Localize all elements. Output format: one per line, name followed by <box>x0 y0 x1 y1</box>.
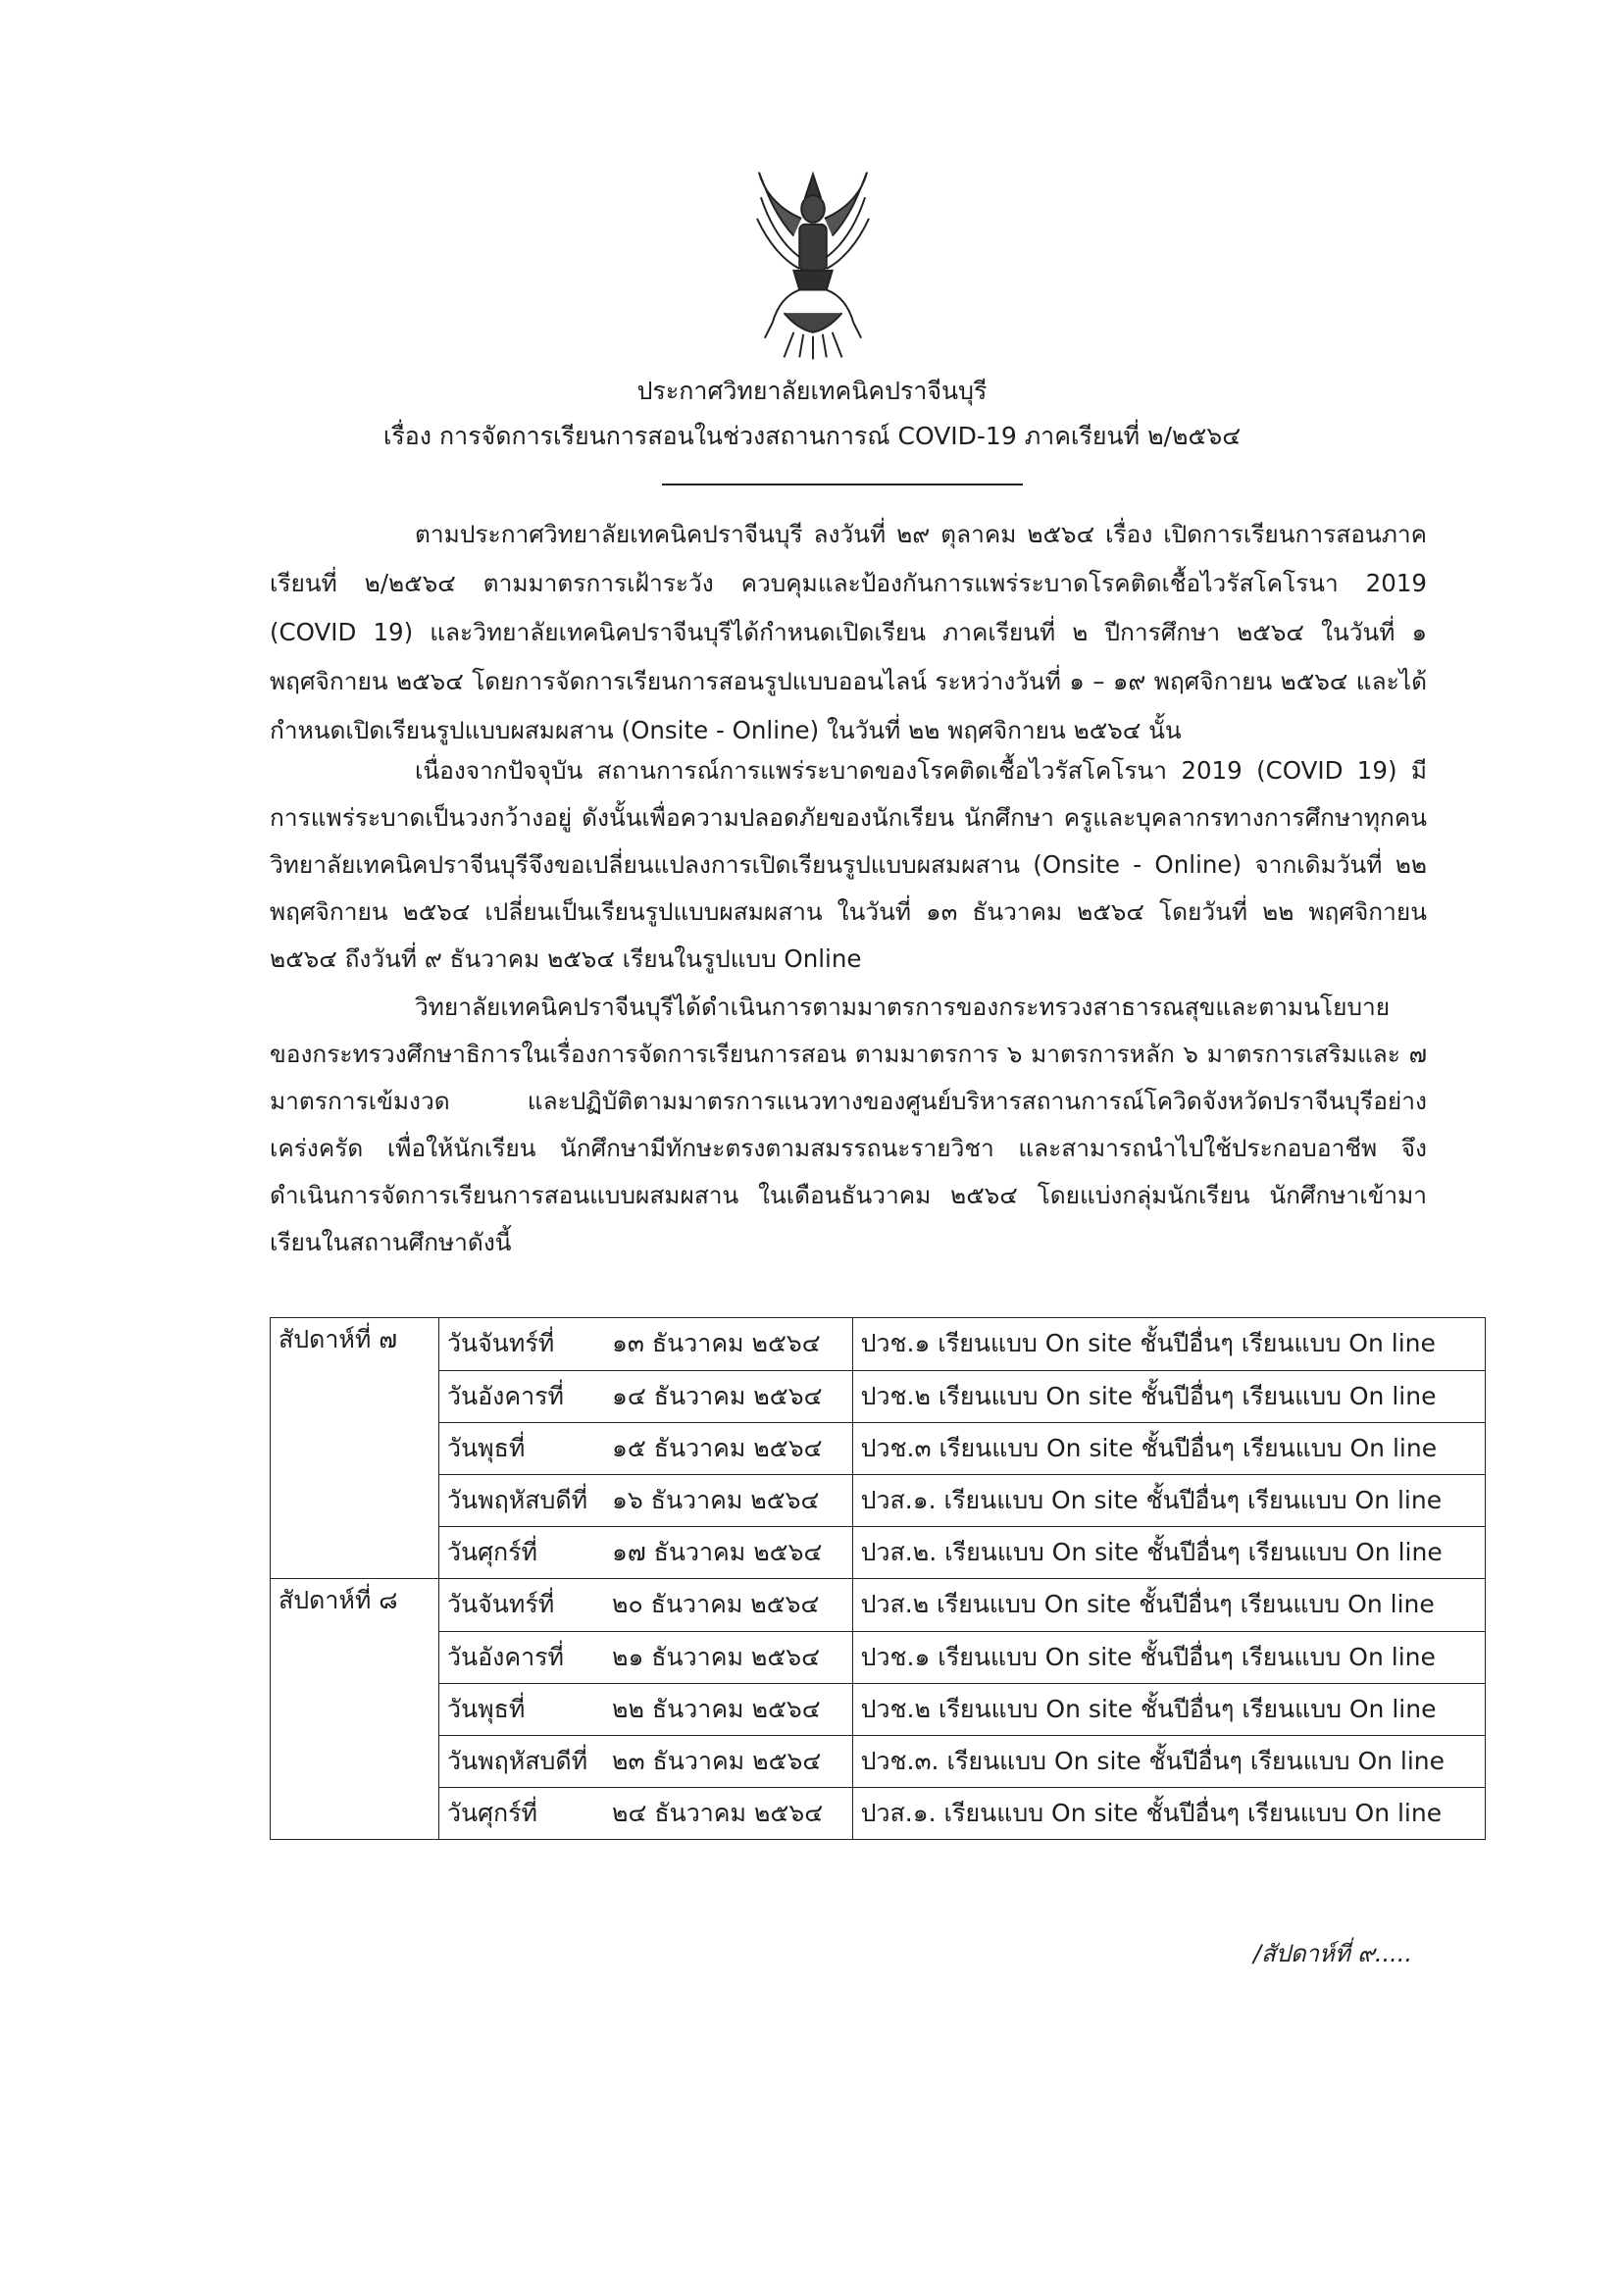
schedule-table <box>270 1317 1486 1840</box>
date-cell <box>439 1318 853 1371</box>
date-cell <box>439 1683 853 1735</box>
detail-cell: ปวส.๒ เรียนแบบ On site ชั้นปีอื่นๆ เรียนแบบ On line <box>852 1579 1485 1632</box>
table-row <box>271 1631 1486 1683</box>
date-cell <box>439 1370 853 1422</box>
date-cell <box>439 1526 853 1579</box>
day-name: วันศุกร์ที่ <box>447 1798 538 1827</box>
paragraph-1 <box>270 510 1427 755</box>
date-value: ๑๗ ธันวาคม ๒๕๖๔ <box>612 1537 823 1566</box>
day-name: วันอังคารที่ <box>447 1642 565 1671</box>
week-cell <box>271 1474 439 1526</box>
detail-cell: ปวส.๑. เรียนแบบ On site ชั้นปีอื่นๆ เรียนแบบ On line <box>852 1787 1485 1840</box>
table-row <box>271 1683 1486 1735</box>
date-value: ๒๔ ธันวาคม ๒๕๖๔ <box>612 1798 824 1827</box>
week-cell: สัปดาห์ที่ ๗ <box>271 1318 439 1371</box>
title-underline <box>662 484 1023 485</box>
detail-cell: ปวช.๑ เรียนแบบ On site ชั้นปีอื่นๆ เรียนแบบ On line <box>852 1318 1485 1371</box>
week-cell <box>271 1735 439 1787</box>
detail-cell: ปวช.๑ เรียนแบบ On site ชั้นปีอื่นๆ เรียนแบบ On line <box>852 1631 1485 1683</box>
table-row <box>271 1787 1486 1840</box>
day-name: วันจันทร์ที่ <box>447 1329 555 1358</box>
date-value: ๑๕ ธันวาคม ๒๕๖๔ <box>612 1433 823 1462</box>
date-value: ๑๓ ธันวาคม ๒๕๖๔ <box>612 1329 821 1358</box>
week-cell <box>271 1370 439 1422</box>
week-cell <box>271 1526 439 1579</box>
day-name: วันพฤหัสบดีที่ <box>447 1746 588 1775</box>
table-row <box>271 1474 1486 1526</box>
date-value: ๑๖ ธันวาคม ๒๕๖๔ <box>612 1485 820 1514</box>
paragraph-3 <box>270 984 1427 1266</box>
table-row <box>271 1735 1486 1787</box>
week-cell <box>271 1683 439 1735</box>
detail-cell: ปวส.๒. เรียนแบบ On site ชั้นปีอื่นๆ เรียนแบบ On line <box>852 1526 1485 1579</box>
paragraph-1-text: ตามประกาศวิทยาลัยเทคนิคปราจีนบุรี ลงวันที่ ๒๙ ตุลาคม ๒๕๖๔ เรื่อง เปิดการเรียนการสอนภาคเรียนที่ ๒/๒๕๖๔ ตามมาตรการเฝ้าระวัง ควบคุมและป้องกันการแพร่ระบาดโรคติดเชื้อไวรัสโคโรนา 2019 (COVID 19) และวิทยาลัยเทคนิคปราจีนบุรีได้กำหนดเปิดเรียน ภาคเรียนที่ ๒ ปีการศึกษา ๒๕๖๔ ในวันที่ ๑ พฤศจิกายน ๒๕๖๔ โดยการจัดการเรียนการสอนรูปแบบออนไลน์ ระหว่างวันที่ ๑ – ๑๙ พฤศจิกายน ๒๕๖๔ และได้กำหนดเปิดเรียนรูปแบบผสมผสาน (Onsite - Online) ในวันที่ ๒๒ พฤศจิกายน ๒๕๖๔ นั้น <box>270 520 1427 744</box>
week-cell: สัปดาห์ที่ ๘ <box>271 1579 439 1632</box>
next-page-marker: /สัปดาห์ที่ ๙..... <box>1253 1940 1413 1967</box>
table-row <box>271 1370 1486 1422</box>
date-value: ๑๔ ธันวาคม ๒๕๖๔ <box>612 1381 823 1410</box>
table-row <box>271 1318 1486 1371</box>
week-cell <box>271 1631 439 1683</box>
table-row <box>271 1422 1486 1474</box>
date-cell <box>439 1579 853 1632</box>
day-name: วันพุธที่ <box>447 1433 526 1462</box>
garuda-emblem-icon <box>755 167 871 363</box>
week-cell <box>271 1787 439 1840</box>
date-value: ๒๓ ธันวาคม ๒๕๖๔ <box>612 1746 822 1775</box>
detail-cell: ปวช.๓ เรียนแบบ On site ชั้นปีอื่นๆ เรียนแบบ On line <box>852 1422 1485 1474</box>
date-value: ๒๑ ธันวาคม ๒๕๖๔ <box>612 1642 821 1671</box>
day-name: วันพฤหัสบดีที่ <box>447 1485 588 1514</box>
detail-cell: ปวช.๓. เรียนแบบ On site ชั้นปีอื่นๆ เรียนแบบ On line <box>852 1735 1485 1787</box>
detail-cell: ปวช.๒ เรียนแบบ On site ชั้นปีอื่นๆ เรียนแบบ On line <box>852 1683 1485 1735</box>
detail-cell: ปวส.๑. เรียนแบบ On site ชั้นปีอื่นๆ เรียนแบบ On line <box>852 1474 1485 1526</box>
table-row <box>271 1526 1486 1579</box>
paragraph-3-text: วิทยาลัยเทคนิคปราจีนบุรีได้ดำเนินการตามมาตรการของกระทรวงสาธารณสุขและตามนโยบายของกระทรวงศึกษาธิการในเรื่องการจัดการเรียนการสอน ตามมาตรการ ๖ มาตรการหลัก ๖ มาตรการเสริมและ ๗ มาตรการเข้มงวด และปฏิบัติตามมาตรการแนวทางของศูนย์บริหารสถานการณ์โควิดจังหวัดปราจีนบุรีอย่างเคร่งครัด เพื่อให้นักเรียน นักศึกษามีทักษะตรงตามสมรรถนะรายวิชา และสามารถนำไปใช้ประกอบอาชีพ จึงดำเนินการจัดการเรียนการสอนแบบผสมผสาน ในเดือนธันวาคม ๒๕๖๔ โดยแบ่งกลุ่มนักเรียน นักศึกษาเข้ามาเรียนในสถานศึกษาดังนี้ <box>270 993 1427 1256</box>
date-cell <box>439 1631 853 1683</box>
day-name: วันอังคารที่ <box>447 1381 565 1410</box>
paragraph-2-text: เนื่องจากปัจจุบัน สถานการณ์การแพร่ระบาดของโรคติดเชื้อไวรัสโคโรนา 2019 (COVID 19) มีการแพร่ระบาดเป็นวงกว้างอยู่ ดังนั้นเพื่อความปลอดภัยของนักเรียน นักศึกษา ครูและบุคลากรทางการศึกษาทุกคน วิทยาลัยเทคนิคปราจีนบุรีจึงขอเปลี่ยนแปลงการเปิดเรียนรูปแบบผสมผสาน (Onsite - Online) จากเดิมวันที่ ๒๒ พฤศจิกายน ๒๕๖๔ เปลี่ยนเป็นเรียนรูปแบบผสมผสาน ในวันที่ ๑๓ ธันวาคม ๒๕๖๔ โดยวันที่ ๒๒ พฤศจิกายน ๒๕๖๔ ถึงวันที่ ๙ ธันวาคม ๒๕๖๔ เรียนในรูปแบบ Online <box>270 756 1427 973</box>
announcement-subject: เรื่อง การจัดการเรียนการสอนในช่วงสถานการณ์ COVID-19 ภาคเรียนที่ ๒/๒๕๖๔ <box>382 422 1242 450</box>
date-cell <box>439 1787 853 1840</box>
paragraph-2 <box>270 747 1427 983</box>
date-value: ๒๒ ธันวาคม ๒๕๖๔ <box>612 1694 821 1723</box>
table-row <box>271 1579 1486 1632</box>
day-name: วันจันทร์ที่ <box>447 1590 555 1619</box>
detail-cell: ปวช.๒ เรียนแบบ On site ชั้นปีอื่นๆ เรียนแบบ On line <box>852 1370 1485 1422</box>
date-value: ๒๐ ธันวาคม ๒๕๖๔ <box>612 1590 820 1619</box>
week-cell <box>271 1422 439 1474</box>
day-name: วันศุกร์ที่ <box>447 1537 538 1566</box>
announcement-title: ประกาศวิทยาลัยเทคนิคปราจีนบุรี <box>636 377 988 405</box>
date-cell <box>439 1735 853 1787</box>
day-name: วันพุธที่ <box>447 1694 526 1723</box>
date-cell <box>439 1422 853 1474</box>
date-cell <box>439 1474 853 1526</box>
